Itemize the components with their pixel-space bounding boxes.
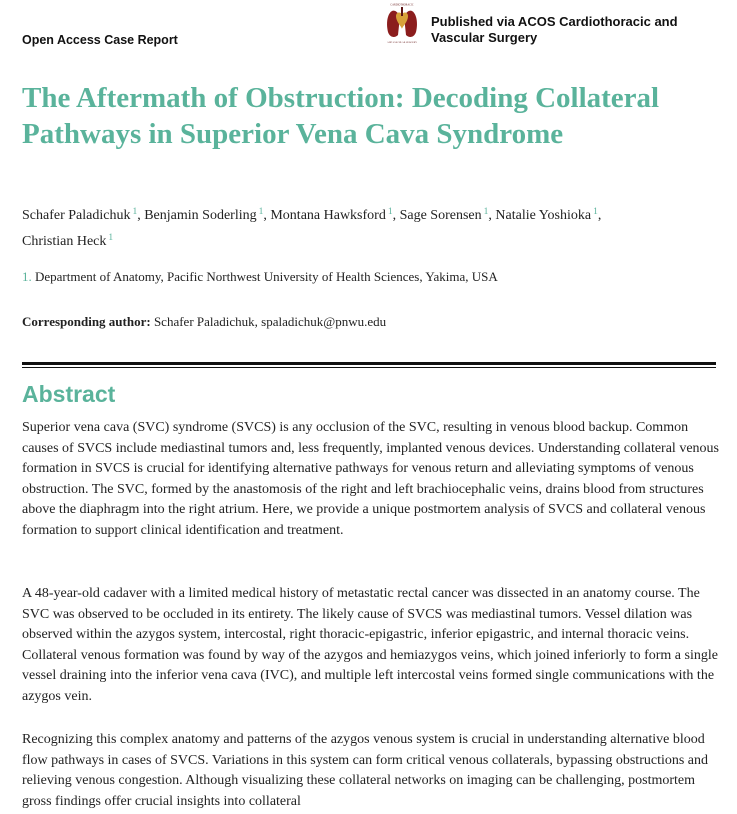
affiliation (22, 269, 498, 285)
abstract-paragraph: Recognizing this complex anatomy and patterns of the azygos venous system is crucial in understanding alternative blood flow pathways in cases of SVCS. Variations in this system can form critical venous collaterals, bypassing obstructions and relieving venous congestion. Although visualizing these collateral networks on imaging can be challenging, postmortem gross findings offer crucial insights into collateral (22, 732, 709, 809)
publisher-line-1: Published via ACOS Cardiothoracic and (431, 14, 678, 29)
author-name: Natalie Yoshioka (495, 208, 592, 223)
author-affiliation-mark[interactable]: 1 (483, 207, 489, 217)
article-title: The Aftermath of Obstruction: Decoding Collateral Pathways in Superior Vena Cava Syndrome (22, 82, 660, 150)
abstract-paragraph: Superior vena cava (SVC) syndrome (SVCS) is any occlusion of the SVC, resulting in venous blood backup. Common causes of SVCS include mediastinal tumors and, less frequently, implanted venous devices. Understanding collateral venous formation in SVCS is crucial for identifying alternative pathways for venous return and alleviating symptoms of venous obstruction. The SVC, formed by the anastomosis of the right and left brachiocephalic veins, drains blood from structures above the diaphragm into the right atrium. Here, we provide a unique postmortem analysis of SVCS and collateral venous formation to support clinical identification and treatment. (22, 420, 719, 538)
section-divider-thin (22, 367, 716, 368)
author-affiliation-mark[interactable]: 1 (132, 207, 138, 217)
publisher-label (431, 14, 721, 46)
author-name: Montana Hawksford (270, 208, 386, 223)
abstract-heading: Abstract (22, 381, 116, 407)
acos-heart-lungs-logo-icon (384, 2, 420, 46)
author-list: Schafer Paladichuk $^1$, Benjamin Soderling $^1$, Montana Hawksford $^1$, Sage Sorensen $^1$, Natalie Yoshioka $^1$, Christian Heck $^1$ (22, 207, 602, 249)
abstract-paragraph: A 48-year-old cadaver with a limited medical history of metastatic rectal cancer was dissected in an anatomy course. The SVC was observed to be occluded in its entirety. The likely cause of SVCS was mediastinal tumors. Vessel dilation was observed within the azygos system, intercostal, right thoracic-epigastric, inferior epigastric, and internal thoracic veins. Collateral venous formation was found by way of the azygos and hemiazygos veins, which joined inferiorly to form a single vessel draining into the inferior vena cava (IVC), and multiple left intercostal veins formed single communications with the azygos vein. (22, 586, 718, 704)
author-affiliation-mark[interactable]: 1 (108, 233, 114, 243)
publisher-line-2: Vascular Surgery (431, 30, 538, 45)
report-type-label: Open Access Case Report (22, 33, 178, 47)
author-name: Schafer Paladichuk (22, 208, 131, 223)
author-affiliation-mark[interactable]: 1 (387, 207, 393, 217)
logo-text-top: CARDIOTHORACIC (390, 3, 414, 7)
author-name: Sage Sorensen (399, 208, 482, 223)
corresponding-author-label: Corresponding author: (22, 314, 151, 329)
author-name: Benjamin Soderling (144, 208, 257, 223)
author-name: Christian Heck (22, 234, 107, 249)
author-affiliation-mark[interactable]: 1 (258, 207, 264, 217)
corresponding-author (22, 314, 386, 330)
affiliation-text: Department of Anatomy, Pacific Northwest University of Health Sciences, Yakima, USA (35, 269, 498, 284)
corresponding-author-contact[interactable]: Schafer Paladichuk, spaladichuk@pnwu.edu (153, 314, 387, 329)
section-divider-thick (22, 362, 716, 365)
author-affiliation-mark[interactable]: 1 (593, 207, 598, 217)
affiliation-number: 1. (22, 269, 32, 284)
logo-text-bottom: AND VASCULAR SURGERY (387, 41, 417, 44)
